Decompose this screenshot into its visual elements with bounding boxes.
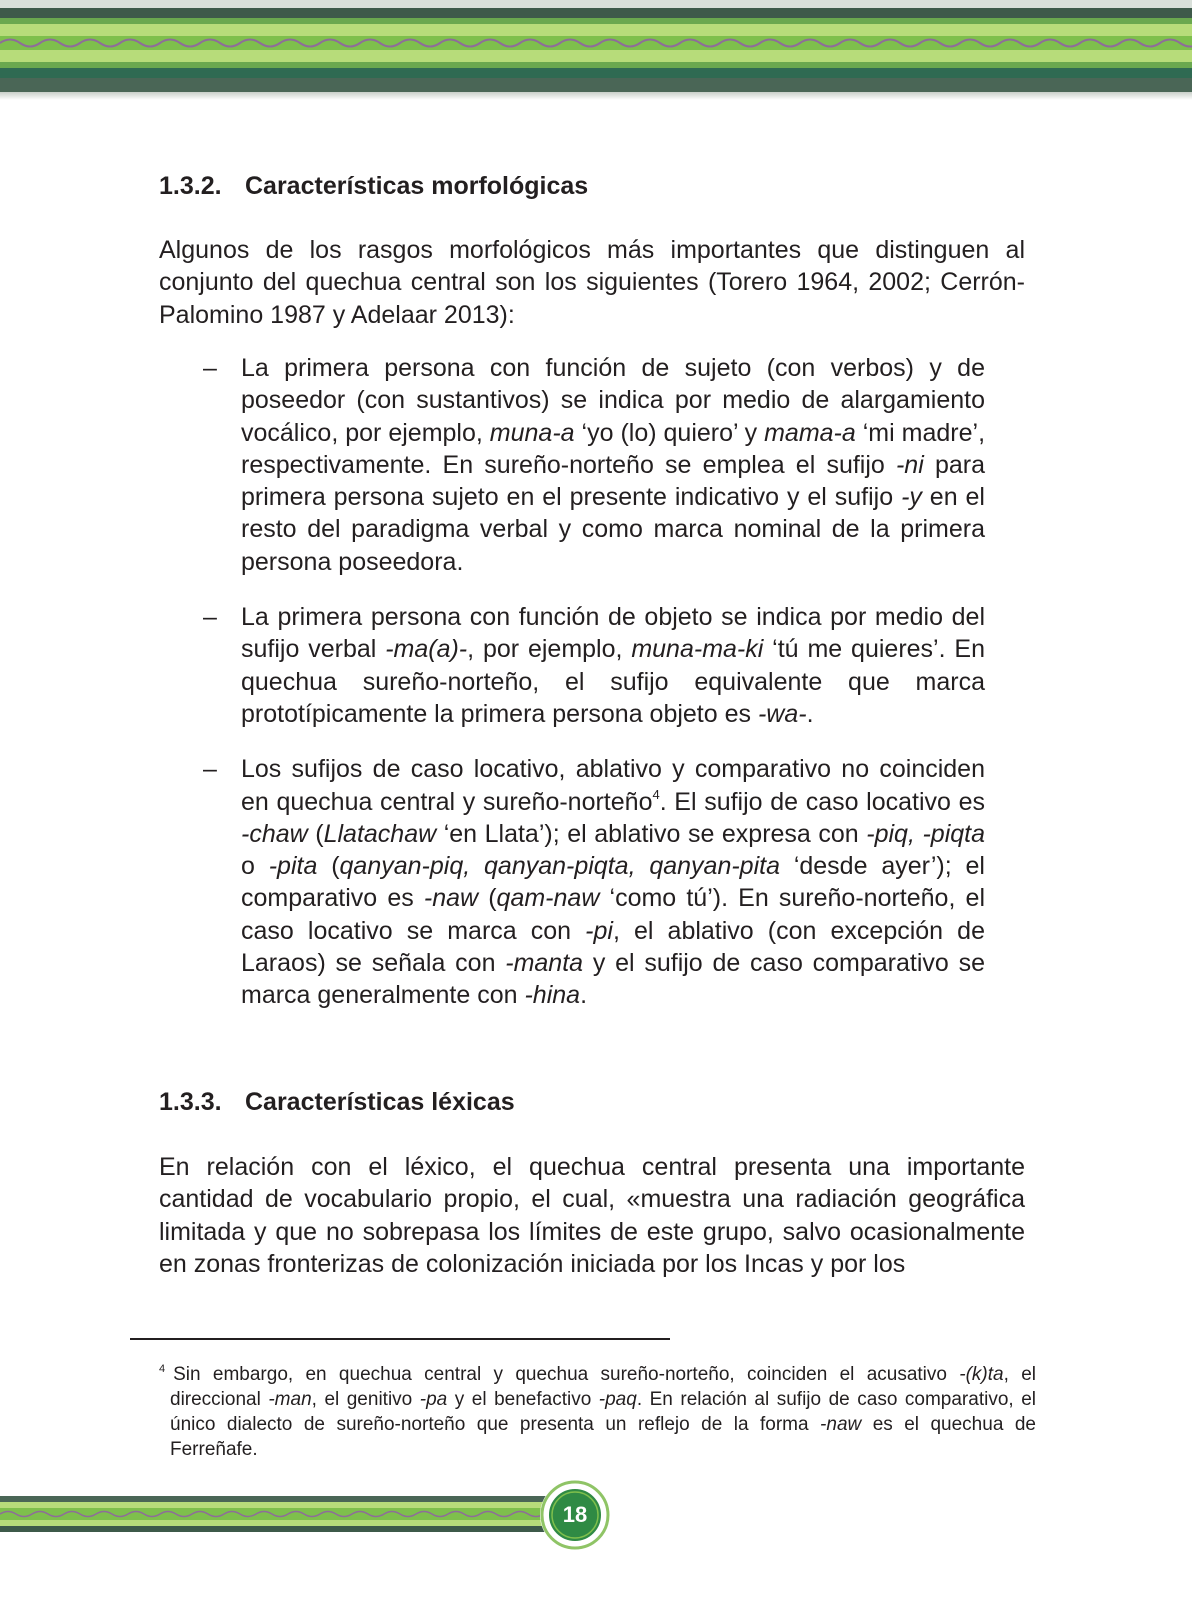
suffix-term: -wa- <box>757 699 807 728</box>
page-number: 18 <box>562 1502 588 1527</box>
band-stripe <box>0 78 1192 92</box>
text-run: , el direccional <box>170 1364 1036 1410</box>
section-title: Características morfológicas <box>245 172 589 200</box>
text-run: Los sufijos de caso locativo, ablativo y comparativo no coinciden en quechua central y sureño-norteño <box>241 755 985 816</box>
text-run: . El sufijo de caso locativo es <box>659 787 985 816</box>
bullet-dash: – <box>203 755 217 784</box>
text-run: , el genitivo <box>311 1389 420 1410</box>
text-run: ‘en Llata’); el ablativo se expresa con <box>436 819 867 848</box>
band-stripe <box>0 68 1192 78</box>
text-run: es el quechua de Ferreñafe. <box>170 1414 1036 1460</box>
list-item <box>203 601 985 730</box>
example-term: Llatachaw <box>323 819 437 848</box>
footnote-marker: 4 <box>159 1363 166 1375</box>
list-item <box>203 753 985 1011</box>
text-run: ‘mi madre’, respectivamente. En sureño-norteño se emplea el sufijo <box>241 418 986 479</box>
text-run: y el sufijo de caso comparativo se marca generalmente con <box>241 949 985 1010</box>
suffix-term: -pi <box>585 916 613 945</box>
section-heading-morphological <box>159 172 588 201</box>
top-decorative-band <box>0 0 1192 96</box>
text-run: ‘como tú’). En sureño-norteño, el caso locativo se marca con <box>241 884 985 945</box>
suffix-term: -man <box>268 1389 312 1410</box>
footnote <box>159 1362 1036 1462</box>
suffix-term: -hina <box>524 981 581 1010</box>
text-run: . <box>806 699 814 728</box>
text-run: o <box>241 852 269 881</box>
example-term: qam-naw <box>496 884 600 913</box>
footnote-divider <box>130 1338 670 1340</box>
suffix-term: -paq <box>598 1389 637 1410</box>
section-number: 1.3.3. <box>159 1088 222 1116</box>
intro-paragraph-lexical: En relación con el léxico, el quechua central presenta una importante cantidad de vocabulario propio, el cual, «muestra una radiación geográfica limitada y que no sobrepasa los límites de este grupo, salvo ocasionalmente en zonas fronterizas de colonización iniciada por los Incas y por los <box>159 1153 1025 1278</box>
suffix-term: -naw <box>820 1414 862 1435</box>
band-shadow <box>0 92 1192 100</box>
text-run: . En relación al sufijo de caso comparativo, el único dialecto de sureño-norteño que presenta un reflejo de la forma <box>170 1389 1036 1435</box>
text-run: , por ejemplo, <box>467 635 632 664</box>
bottom-decorative-band <box>0 1496 560 1536</box>
suffix-term: -pa <box>419 1389 448 1410</box>
section-number: 1.3.2. <box>159 172 222 200</box>
text-run: en el resto del paradigma verbal y como marca nominal de la primera persona poseedora. <box>241 483 985 576</box>
text-run: . <box>580 981 588 1010</box>
suffix-term: -naw <box>423 884 479 913</box>
suffix-term: -chaw <box>241 819 308 848</box>
text-run: ( <box>307 819 324 848</box>
band-stripe <box>0 50 1192 62</box>
suffix-term: -ma(a)- <box>385 635 468 664</box>
suffix-term: -(k)ta <box>959 1364 1004 1385</box>
example-term: qanyan-piq, qanyan-piqta, qanyan-pita <box>339 852 780 881</box>
text-run: ‘yo (lo) quiero’ y <box>574 418 765 447</box>
text-run: y el benefactivo <box>447 1389 599 1410</box>
bullet-dash: – <box>203 603 217 632</box>
suffix-term: -piq, <box>866 819 915 848</box>
band-stripe <box>0 0 1192 8</box>
text-run: ( <box>317 852 340 881</box>
page-number-badge <box>540 1480 610 1550</box>
text-run: para primera persona sujeto en el presente indicativo y el sufijo <box>241 450 985 512</box>
section-title: Características léxicas <box>245 1088 515 1116</box>
suffix-term: -pita <box>268 852 318 881</box>
text-run: ‘tú me quieres’. En quechua sureño-norteño, el sufijo equivalente que marca prototípicamente la primera persona objeto es <box>241 635 985 728</box>
text-run: , el ablativo (con excepción de Laraos) se señala con <box>241 916 985 978</box>
bullet-dash: – <box>203 354 217 382</box>
text-run: La primera persona con función de objeto se indica por medio del sufijo verbal <box>241 603 985 664</box>
wave-pattern <box>0 36 1192 50</box>
suffix-term: -manta <box>505 949 584 978</box>
text-run: ‘desde ayer’); el comparativo es <box>241 852 985 913</box>
example-term: muna-ma-ki <box>631 635 764 664</box>
intro-paragraph-morphological: Algunos de los rasgos morfológicos más importantes que distinguen al conjunto del quechua central son los siguientes (Torero 1964, 2002; Cerrón-Palomino 1987 y Adelaar 2013): <box>159 236 1025 329</box>
example-term: mama-a <box>764 418 856 447</box>
band-stripe <box>0 8 1192 18</box>
text-run: ( <box>478 884 497 913</box>
morphology-bullet-list <box>203 352 985 1012</box>
text-run: La primera persona con función de sujeto (con verbos) y de poseedor (con sustantivos) se indica por medio de alargamiento vocálico, por ejemplo, <box>241 354 985 447</box>
suffix-term: -ni <box>895 450 924 479</box>
suffix-term: -piqta <box>922 819 986 848</box>
footnote-reference: 4 <box>652 786 660 802</box>
list-item <box>203 352 985 578</box>
suffix-term: -y <box>901 483 922 512</box>
example-term: muna-a <box>489 418 575 447</box>
section-heading-lexical <box>159 1088 515 1117</box>
band-stripe <box>0 24 1192 36</box>
text-run: Sin embargo, en quechua central y quechua sureño-norteño, coinciden el acusativo <box>173 1364 960 1385</box>
